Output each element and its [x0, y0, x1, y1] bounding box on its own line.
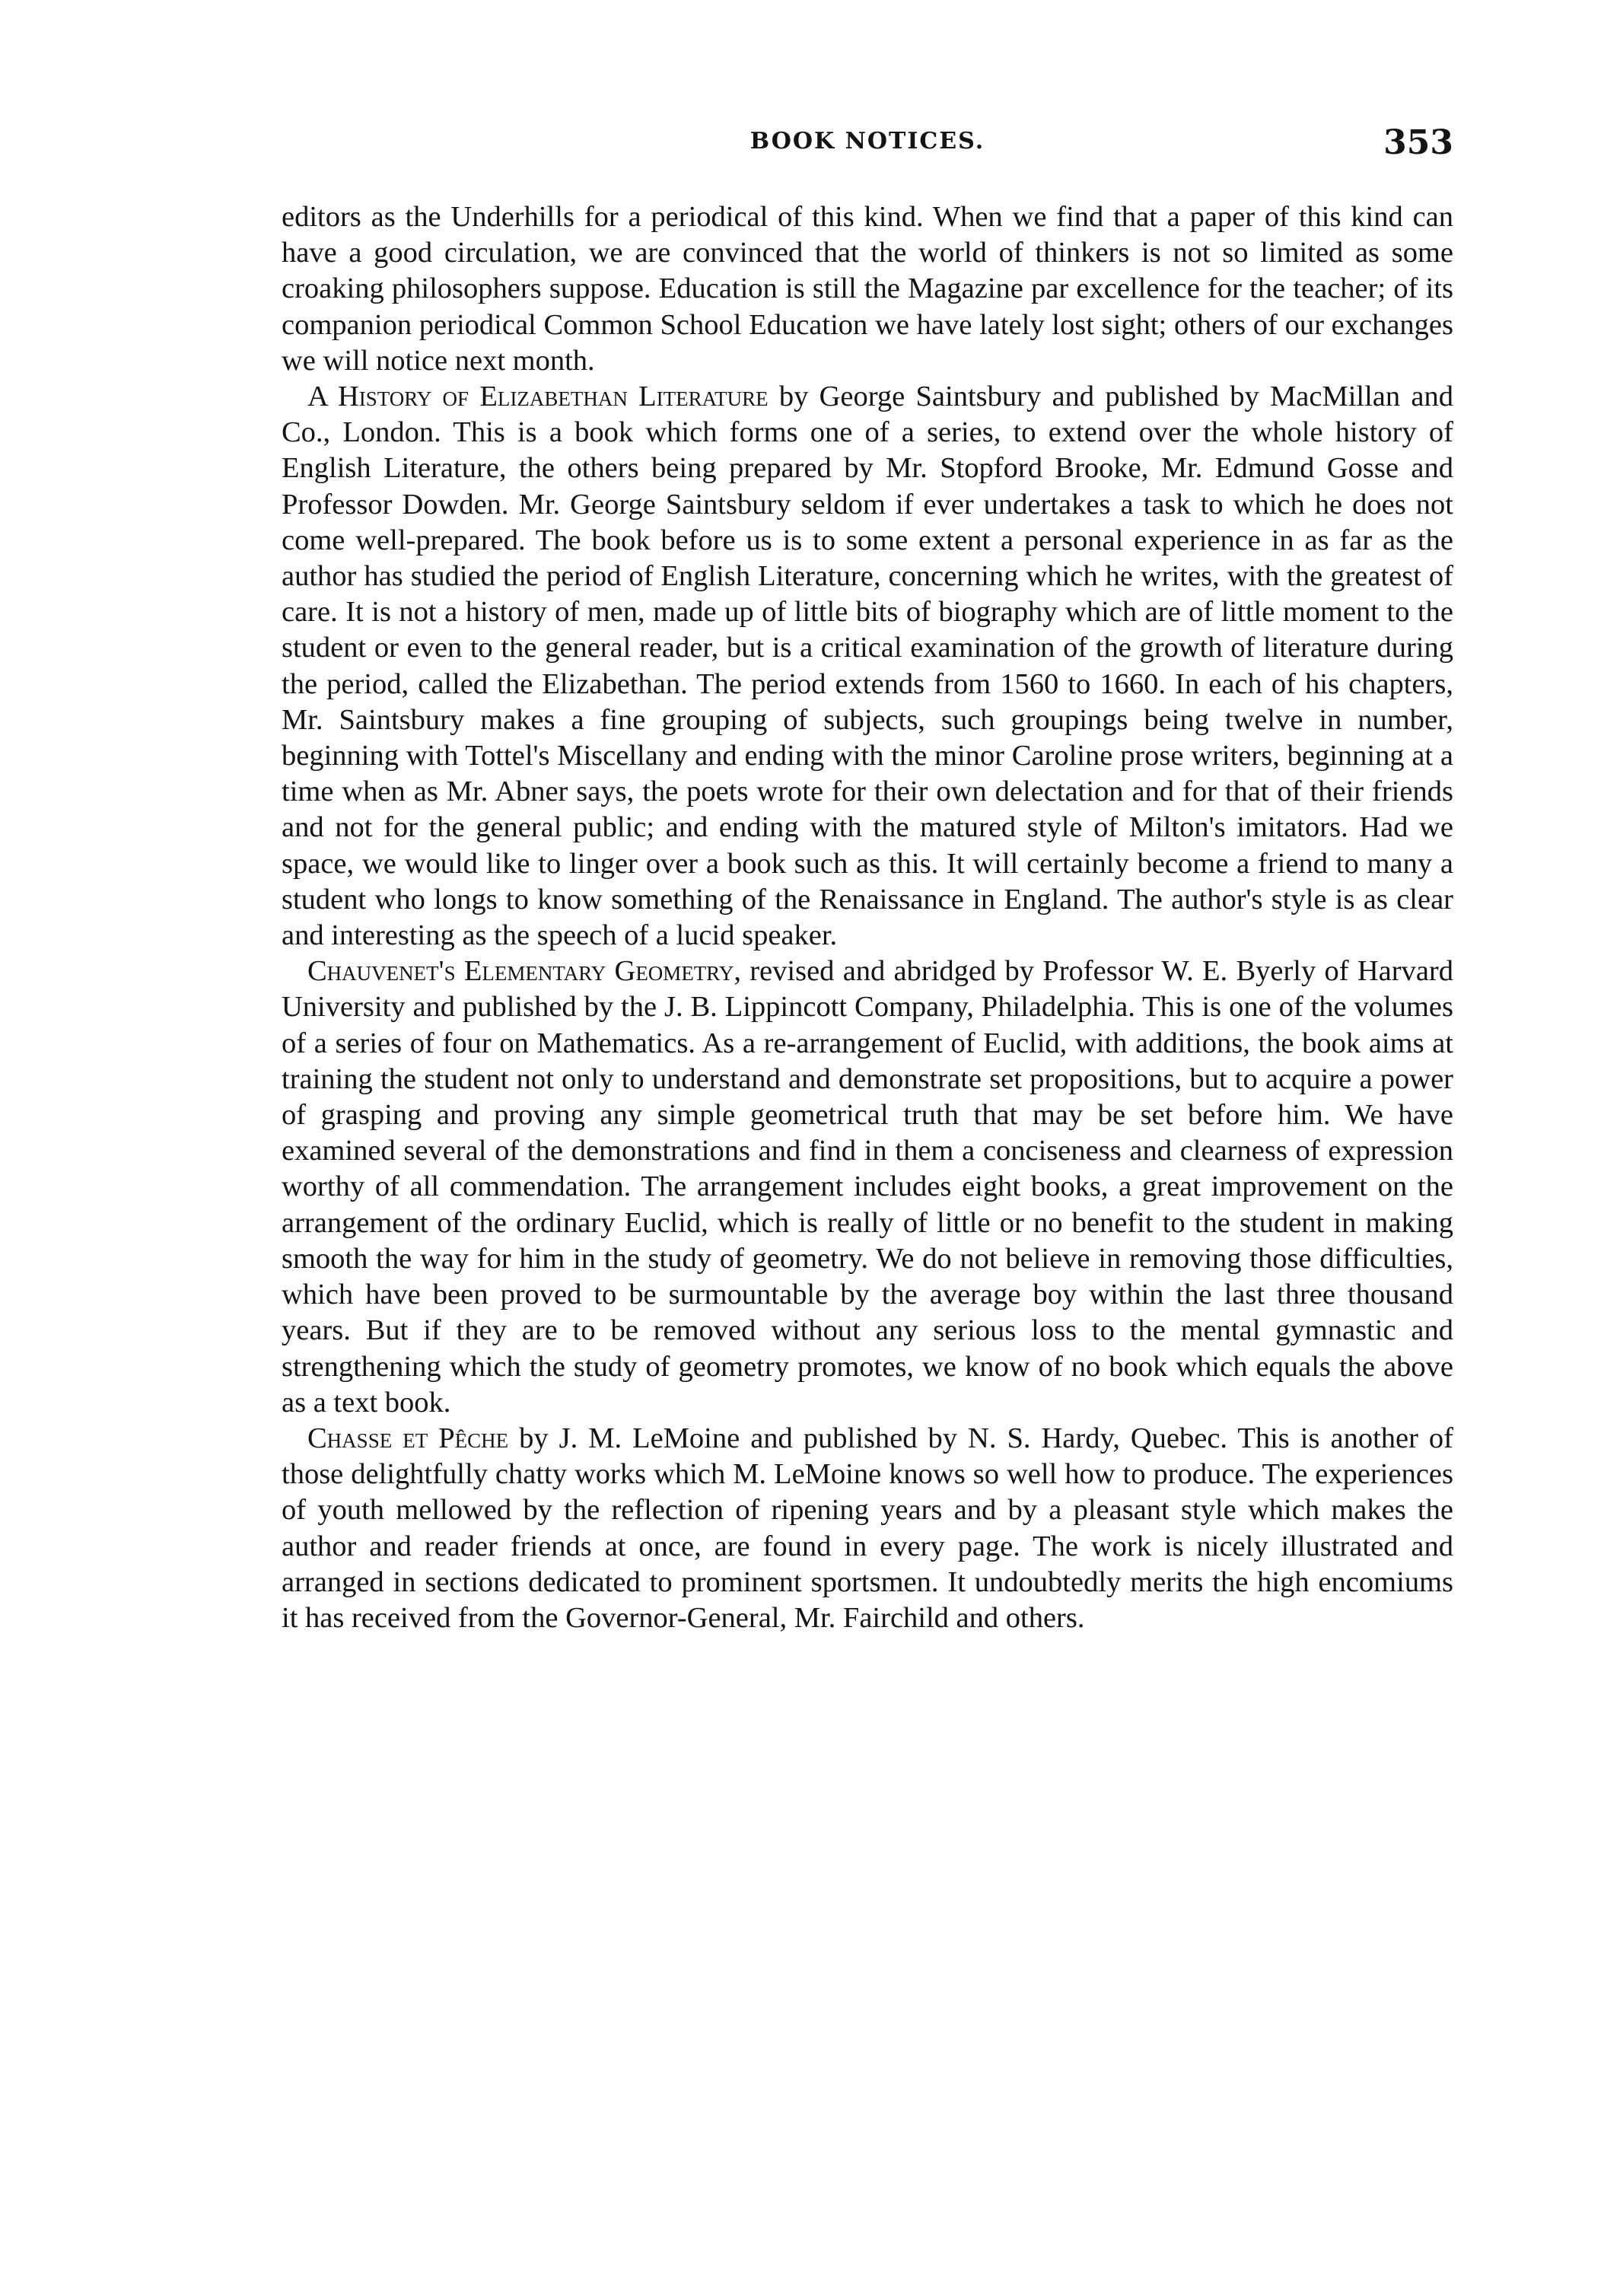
notice-chasse-et-peche — [282, 1421, 1453, 1636]
notice-text: by George Saintsbury and published by MacMillan and Co., London. This is a book which forms one of a series, to extend over the whole history of English Literature, the others being prepared by Mr. Stopford Brooke, Mr. Edmund Gosse and Professor Dowden. Mr. George Saintsbury seldom if ever undertakes a task to which he does not come well-prepared. The book before us is to some extent a personal experience in as far as the author has studied the period of English Literature, concerning which he writes, with the greatest of care. It is not a history of men, made up of little bits of biography which are of little moment to the student or even to the general reader, but is a critical examination of the growth of literature during the period, called the Elizabethan. The period extends from 1560 to 1660. In each of his chapters, Mr. Saintsbury makes a fine grouping of subjects, such groupings being twelve in number, beginning with Tottel's Miscellany and ending with the minor Caroline prose writers, beginning at a time when as Mr. Abner says, the poets wrote for their own delectation and for that of their friends and not for the general public; and ending with the matured style of Milton's imitators. Had we space, we would like to linger over a book such as this. It will certainly become a friend to many a student who longs to know something of the Renaissance in England. The author's style is as clear and interesting as the speech of a lucid speaker. — [282, 381, 1454, 952]
notice-elizabethan-literature — [282, 379, 1453, 954]
body-text — [282, 199, 1453, 1636]
notice-text: by J. M. LeMoine and published by N. S. Hardy, Quebec. This is another of those delightfully chatty works which M. LeMoine knows so well how to produce. The experiences of youth mellowed by the reflection of ripening years and by a pleasant style which makes the author and reader friends at once, are found in every page. The work is nicely illustrated and arranged in sections dedicated to prominent sportsmen. It undoubtedly merits the high encomiums it has received from the Governor-General, Mr. Fairchild and others. — [282, 1422, 1453, 1634]
notice-title: Chauvenet's Elementary Geometry — [307, 955, 734, 988]
running-title: BOOK NOTICES. — [749, 128, 985, 154]
notice-elementary-geometry — [282, 954, 1453, 1421]
notice-text: editors as the Underhills for a periodical of this kind. When we find that a paper of this kind can have a good circulation, we are convinced that the world of thinkers is not so limited as some croaking philosophers suppose. Education is still the Magazine par excellence for the teacher; of its companion periodical Common School Education we have lately lost sight; others of our exchanges we will notice next month. — [282, 201, 1453, 377]
notice-title: Chasse et Pêche — [307, 1422, 509, 1454]
running-head — [282, 123, 1453, 169]
page-number: 353 — [1383, 123, 1453, 162]
notice-continuation — [282, 199, 1453, 379]
notice-title: A History of Elizabethan Literature — [307, 381, 769, 413]
notice-text: , revised and abridged by Professor W. E. Byerly of Harvard University and published by the J. B. Lippincott Company, Philadelphia. This is one of the volumes of a series of four on Mathematics. As a re-arrangement of Euclid, with additions, the book aims at training the student not only to understand and demonstrate set propositions, but to acquire a power of grasping and proving any simple geometrical truth that may be set before him. We have examined several of the demonstrations and find in them a conciseness and clearness of expression worthy of all commendation. The arrangement includes eight books, a great improvement on the arrangement of the ordinary Euclid, which is really of little or no benefit to the student in making smooth the way for him in the study of geometry. We do not believe in removing those difficulties, which have been proved to be surmountable by the average boy within the last three thousand years. But if they are to be removed without any serious loss to the mental gymnastic and strengthening which the study of geometry promotes, we know of no book which equals the above as a text book. — [282, 955, 1453, 1419]
